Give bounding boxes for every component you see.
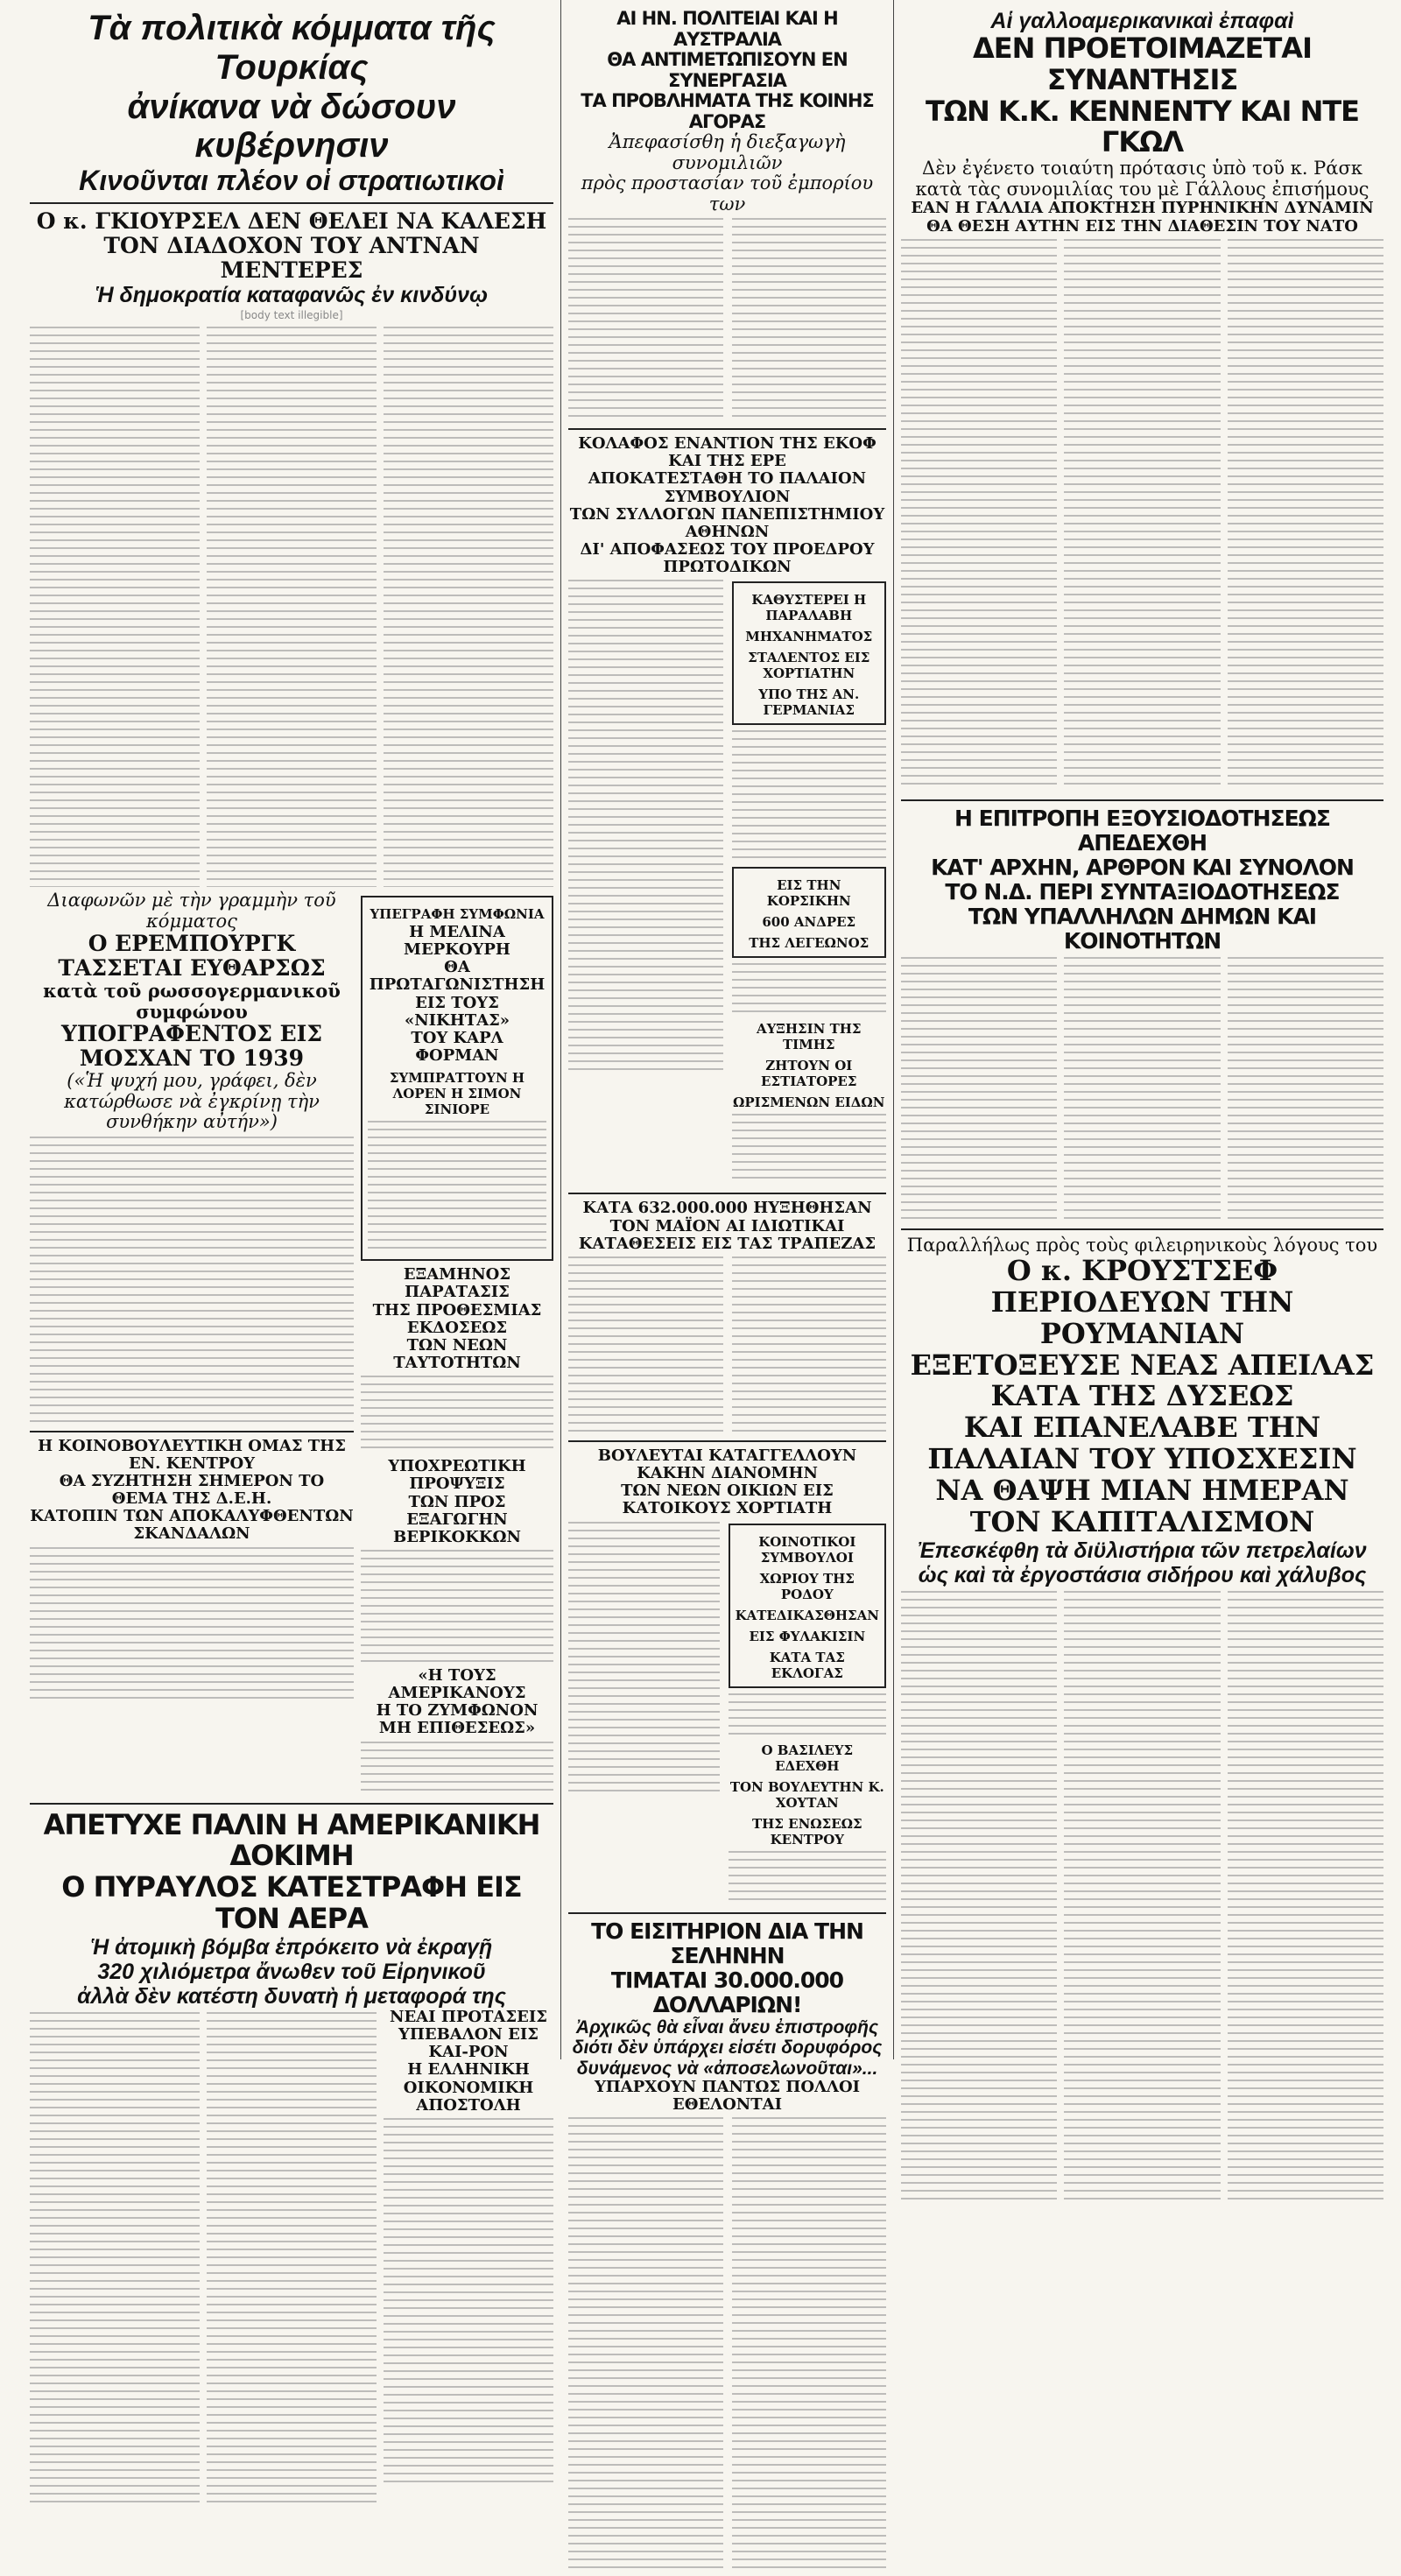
headline-merkouri-line2: ΘΑ ΠΡΩΤΑΓΩΝΙΣΤΗΣΗ <box>368 959 546 994</box>
subhead-kennedy-line4: ΘΑ ΘΕΣΗ ΑΥΤΗΝ ΕΙΣ ΤΗΝ ΔΙΑΘΕΣΙΝ ΤΟΥ ΝΑΤΟ <box>901 218 1383 236</box>
article-khrushchev <box>901 1235 1383 2207</box>
headline-kennedy-line2: ΤΩΝ Κ.Κ. ΚΕΝΝΕΝΤΥ ΚΑΙ ΝΤΕ ΓΚΩΛ <box>901 96 1383 159</box>
body-text-block <box>901 957 1057 1220</box>
headline-khrushchev-line4: ΝΑ ΘΑΨΗ ΜΙΑΝ ΗΜΕΡΑΝ ΤΟΝ ΚΑΠΙΤΑΛΙΣΜΟΝ <box>901 1475 1383 1538</box>
body-hortiatis <box>568 1518 886 1907</box>
headline-kairon-line2: ΥΠΕΒΑΛΟΝ ΕΙΣ ΚΑΙ-ΡΟΝ <box>384 2026 553 2061</box>
subhead-turkey-line3: Ἡ δημοκρατία καταφανῶς ἐν κινδύνῳ <box>30 283 553 307</box>
article-turkey <box>30 9 553 890</box>
headline-khrushchev-line3: ΚΑΙ ΕΠΑΝΕΛΑΒΕ ΤΗΝ ΠΑΛΑΙΑΝ ΤΟΥ ΥΠΟΣΧΕΣΙΝ <box>901 1412 1383 1475</box>
headline-ekof-line3: ΤΩΝ ΣΥΛΛΟΓΩΝ ΠΑΝΕΠΙΣΤΗΜΙΟΥ ΑΘΗΝΩΝ <box>568 506 886 541</box>
headline-king-line3: ΤΗΣ ΕΝΩΣΕΩΣ ΚΕΝΤΡΟΥ <box>729 1816 886 1848</box>
body-text-block <box>384 2118 553 2486</box>
article-rhodes <box>729 1524 886 1688</box>
divider <box>30 202 553 204</box>
body-text-block <box>30 1547 354 1705</box>
headline-prices-line1: ΑΥΞΗΣΙΝ ΤΗΣ ΤΙΜΗΣ <box>732 1021 887 1052</box>
body-text-block <box>1228 957 1383 1220</box>
headline-king-line2: ΤΟΝ ΒΟΥΛΕΥΤΗΝ Κ. ΧΟΥΤΑΝ <box>729 1779 886 1811</box>
headline-ekof-line2: ΑΠΟΚΑΤΕΣΤΑΘΗ ΤΟ ΠΑΛΑΙΟΝ ΣΥΜΒΟΥΛΙΟΝ <box>568 470 886 505</box>
article-kairon <box>384 2009 553 2486</box>
body-text-block <box>901 239 1057 791</box>
divider <box>901 1228 1383 1230</box>
headline-ekof-line1: ΚΟΛΑΦΟΣ ΕΝΑΝΤΙΟΝ ΤΗΣ ΕΚΟΦ ΚΑΙ ΤΗΣ ΕΡΕ <box>568 435 886 470</box>
illegible-note: [body text illegible] <box>30 309 553 321</box>
body-committee <box>901 954 1383 1223</box>
body-rocket <box>30 2009 553 2506</box>
divider <box>30 1803 553 1805</box>
subhead-kennedy-line2: κατὰ τὰς συνομιλίας του μὲ Γάλλους ἐπισήμους <box>901 179 1383 201</box>
kicker-erembourg: Διαφωνῶν μὲ τὴν γραμμὴν τοῦ κόμματος <box>30 890 354 932</box>
body-text-block <box>732 2117 887 2572</box>
body-common-market <box>568 215 886 423</box>
headline-common-market-line2: ΘΑ ΑΝΤΙΜΕΤΩΠΙΣΟΥΝ ΕΝ ΣΥΝΕΡΓΑΣΙΑ <box>568 50 886 91</box>
body-text-block <box>568 1256 723 1432</box>
column-middle <box>560 0 893 2059</box>
headline-committee-line1: Η ΕΠΙΤΡΟΠΗ ΕΞΟΥΣΙΟΔΟΤΗΣΕΩΣ ΑΠΕΔΕΧΘΗ <box>901 806 1383 855</box>
article-merkouri <box>361 896 553 1261</box>
body-moon <box>568 2114 886 2576</box>
headline-dei-line2: ΘΑ ΣΥΖΗΤΗΣΗ ΣΗΜΕΡΟΝ ΤΟ ΘΕΜΑ ΤΗΣ Δ.Ε.Η. <box>30 1473 354 1508</box>
headline-turkey-line1: Τὰ πολιτικὰ κόμματα τῆς Τουρκίας <box>30 9 553 88</box>
headline-khrushchev-line1: Ο κ. ΚΡΟΥΣΤΣΕΦ ΠΕΡΙΟΔΕΥΩΝ ΤΗΝ ΡΟΥΜΑΝΙΑΝ <box>901 1256 1383 1349</box>
subhead-kennedy-line3: ΕΑΝ Η ΓΑΛΛΙΑ ΑΠΟΚΤΗΣΗ ΠΥΡΗΝΙΚΗΝ ΔΥΝΑΜΙΝ <box>901 200 1383 217</box>
subhead-merkouri: ΣΥΜΠΡΑΤΤΟΥΝ Η ΛΟΡΕΝ Η ΣΙΜΟΝ ΣΙΝΙΟΡΕ <box>368 1070 546 1117</box>
article-hortiatis <box>568 1447 886 1907</box>
article-americans <box>361 1667 553 1794</box>
divider <box>30 1431 354 1432</box>
body-turkey <box>30 323 553 890</box>
column-left <box>0 0 560 2059</box>
subhead-moon-line3: δυνάμενος νὰ «ἀποσελωνοῦται»... <box>568 2059 886 2080</box>
headline-rhodes-line5: ΚΑΤΑ ΤΑΣ ΕΚΛΟΓΑΣ <box>736 1650 879 1681</box>
divider <box>568 1440 886 1442</box>
body-text-block <box>1064 957 1220 1220</box>
headline-ids-line4: ΤΩΝ ΝΕΩΝ ΤΑΥΤΟΤΗΤΩΝ <box>361 1337 553 1372</box>
body-text-block <box>30 327 200 887</box>
divider <box>568 1912 886 1914</box>
headline-corsica-line2: 600 ΑΝΔΡΕΣ <box>739 914 880 930</box>
article-moon <box>568 1919 886 2576</box>
body-text-block <box>30 2012 200 2502</box>
subhead-khrushchev-line1: Ἐπεσκέφθη τὰ διϋλιστήρια τῶν πετρελαίων <box>901 1538 1383 1563</box>
headline-committee-line2: ΚΑΤ' ΑΡΧΗΝ, ΑΡΘΡΟΝ ΚΑΙ ΣΥΝΟΛΟΝ <box>901 855 1383 880</box>
headline-ids-line3: ΕΚΔΟΣΕΩΣ <box>361 1320 553 1337</box>
subhead-rocket-line1: Ἡ ἀτομικὴ βόμβα ἐπρόκειτο νὰ ἐκραγῇ <box>30 1935 553 1960</box>
body-text-block <box>361 1742 553 1794</box>
headline-erembourg-line3: ΥΠΟΓΡΑΦΕΝΤΟΣ ΕΙΣ ΜΟΣΧΑΝ ΤΟ 1939 <box>30 1022 354 1071</box>
headline-ids-line1: ΕΞΑΜΗΝΟΣ ΠΑΡΑΤΑΣΙΣ <box>361 1266 553 1301</box>
body-text-block <box>729 1693 886 1737</box>
article-rocket <box>30 1810 553 2506</box>
headline-merkouri-line4: ΤΟΥ ΚΑΡΛ ΦΟΡΜΑΝ <box>368 1030 546 1065</box>
headline-delay-line4: ΥΠΟ ΤΗΣ ΑΝ. ΓΕΡΜΑΝΙΑΣ <box>739 686 880 718</box>
body-text-block <box>1064 239 1220 791</box>
subhead-kennedy-line1: Δὲν ἐγένετο τοιαύτη πρότασις ὑπὸ τοῦ κ. Ράσκ <box>901 158 1383 179</box>
body-text-block <box>30 1137 354 1425</box>
kicker-kennedy: Αἱ γαλλοαμερικανικαὶ ἐπαφαὶ <box>901 9 1383 33</box>
article-exports <box>361 1458 553 1664</box>
headline-king-line1: Ο ΒΑΣΙΛΕΥΣ ΕΔΕΧΘΗ <box>729 1742 886 1774</box>
divider <box>568 428 886 430</box>
headline-merkouri-line3: ΕΙΣ ΤΟΥΣ «ΝΙΚΗΤΑΣ» <box>368 995 546 1030</box>
body-text-block <box>1228 1591 1383 2204</box>
headline-ekof-line4: ΔΙ' ΑΠΟΦΑΣΕΩΣ ΤΟΥ ΠΡΟΕΔΡΟΥ ΠΡΩΤΟΔΙΚΩΝ <box>568 541 886 576</box>
subhead-turkey-line2: ΤΟΝ ΔΙΑΔΟΧΟΝ ΤΟΥ ΑΝΤΝΑΝ ΜΕΝΤΕΡΕΣ <box>30 234 553 283</box>
headline-exports-line2: ΤΩΝ ΠΡΟΣ ΕΞΑΓΩΓΗΝ <box>361 1494 553 1529</box>
article-ekof <box>568 435 886 1187</box>
caption-merkouri: ΥΠΕΓΡΑΦΗ ΣΥΜΦΩΝΙΑ <box>368 906 546 922</box>
divider <box>901 799 1383 801</box>
subhead-khrushchev-line2: ὡς καὶ τὰ ἐργοστάσια σιδήρου καὶ χάλυβος <box>901 1563 1383 1587</box>
article-common-market <box>568 9 886 423</box>
article-delay <box>732 581 887 725</box>
headline-prices-line2: ΖΗΤΟΥΝ ΟΙ ΕΣΤΙΑΤΟΡΕΣ <box>732 1058 887 1089</box>
subhead-common-market-line2: πρὸς προστασίαν τοῦ ἐμπορίου των <box>568 173 886 215</box>
subhead-common-market-line1: Ἀπεφασίσθη ἡ διεξαγωγὴ συνομιλιῶν <box>568 132 886 173</box>
headline-rhodes-line1: ΚΟΙΝΟΤΙΚΟΙ ΣΥΜΒΟΥΛΟΙ <box>736 1534 879 1566</box>
headline-rocket-line1: ΑΠΕΤΥΧΕ ΠΑΛΙΝ Η ΑΜΕΡΙΚΑΝΙΚΗ ΔΟΚΙΜΗ <box>30 1810 553 1873</box>
headline-ids-line2: ΤΗΣ ΠΡΟΘΕΣΜΙΑΣ <box>361 1302 553 1320</box>
headline-common-market-line1: ΑΙ ΗΝ. ΠΟΛΙΤΕΙΑΙ ΚΑΙ Η ΑΥΣΤΡΑΛΙΑ <box>568 9 886 50</box>
headline-exports-line3: ΒΕΡΙΚΟΚΚΩΝ <box>361 1529 553 1546</box>
headline-hortiatis-line1: ΒΟΥΛΕΥΤΑΙ ΚΑΤΑΓΓΕΛΛΟΥΝ ΚΑΚΗΝ ΔΙΑΝΟΜΗΝ <box>568 1447 886 1482</box>
headline-khrushchev-line2: ΕΞΕΤΟΞΕΥΣΕ ΝΕΑΣ ΑΠΕΙΛΑΣ ΚΑΤΑ ΤΗΣ ΔΥΣΕΩΣ <box>901 1350 1383 1413</box>
headline-delay-line3: ΣΤΑΛΕΝΤΟΣ ΕΙΣ ΧΟΡΤΙΑΤΗΝ <box>739 650 880 681</box>
subhead-turkey-line1: Ο κ. ΓΚΙΟΥΡΣΕΛ ΔΕΝ ΘΕΛΕΙ ΝΑ ΚΑΛΕΣΗ <box>30 209 553 234</box>
body-kennedy <box>901 236 1383 794</box>
headline-moon-line1: ΤΟ ΕΙΣΙΤΗΡΙΟΝ ΔΙΑ ΤΗΝ ΣΕΛΗΝΗΝ <box>568 1919 886 1968</box>
body-text-block <box>207 2012 377 2502</box>
headline-rhodes-line3: ΚΑΤΕΔΙΚΑΣΘΗΣΑΝ <box>736 1608 879 1623</box>
headline-kennedy-line1: ΔΕΝ ΠΡΟΕΤΟΙΜΑΖΕΤΑΙ ΣΥΝΑΝΤΗΣΙΣ <box>901 33 1383 96</box>
article-kennedy <box>901 9 1383 794</box>
body-text-block <box>384 327 553 887</box>
subhead-moon-line2: διότι δὲν ὑπάρχει εἰσέτι δορυφόρος <box>568 2038 886 2059</box>
headline-committee-line3: ΤΟ Ν.Δ. ΠΕΡΙ ΣΥΝΤΑΞΙΟΔΟΤΗΣΕΩΣ <box>901 880 1383 904</box>
body-text-block <box>361 1376 553 1454</box>
article-king <box>729 1742 886 1848</box>
headline-rhodes-line2: ΧΩΡΙΟΥ ΤΗΣ ΡΟΔΟΥ <box>736 1571 879 1602</box>
headline-americans-line2: Η ΤΟ ΖΥΜΦΩΝΟΝ <box>361 1702 553 1720</box>
body-text-block <box>361 1550 553 1664</box>
subhead-rocket-line2: 320 χιλιόμετρα ἄνωθεν τοῦ Εἰρηνικοῦ <box>30 1960 553 1984</box>
headline-turkey-line3: Κινοῦνται πλέον οἱ στρατιωτικοὶ <box>30 165 553 197</box>
article-erembourg <box>30 890 354 1425</box>
headline-merkouri-line1: Η ΜΕΛΙΝΑ ΜΕΡΚΟΥΡΗ <box>368 924 546 959</box>
headline-delay-line2: ΜΗΧΑΝΗΜΑΤΟΣ <box>739 629 880 644</box>
headline-erembourg-line2: κατὰ τοῦ ρωσσογερμανικοῦ συμφώνου <box>30 981 354 1022</box>
column-right <box>893 0 1401 2059</box>
body-text-block <box>732 1256 887 1432</box>
headline-dei-line3: ΚΑΤΟΠΙΝ ΤΩΝ ΑΠΟΚΑΛΥΦΘΕΝΤΩΝ ΣΚΑΝΔΑΛΩΝ <box>30 1508 354 1543</box>
body-text-block <box>568 218 723 419</box>
body-text-block <box>568 580 723 1070</box>
body-text-block <box>207 327 377 887</box>
headline-kairon-line3: Η ΕΛΛΗΝΙΚΗ <box>384 2061 553 2079</box>
body-ekof <box>568 576 886 1187</box>
body-deposits <box>568 1253 886 1435</box>
headline-corsica-line1: ΕΙΣ ΤΗΝ ΚΟΡΣΙΚΗΝ <box>739 877 880 909</box>
divider <box>568 1193 886 1194</box>
body-text-block <box>732 218 887 419</box>
headline-corsica-line3: ΤΗΣ ΛΕΓΕΩΝΟΣ <box>739 935 880 951</box>
body-text-block <box>368 1121 546 1252</box>
body-text-block <box>732 1114 887 1184</box>
body-text-block <box>1228 239 1383 791</box>
headline-kairon-line4: ΟΙΚΟΝΟΜΙΚΗ ΑΠΟΣΤΟΛΗ <box>384 2080 553 2115</box>
body-text-block <box>568 1522 720 1793</box>
body-text-block <box>729 1851 886 1904</box>
article-deposits <box>568 1200 886 1434</box>
headline-moon-line2: ΤΙΜΑΤΑΙ 30.000.000 ΔΟΛΛΑΡΙΩΝ! <box>568 1968 886 2017</box>
headline-dei-line1: Η ΚΟΙΝΟΒΟΥΛΕΥΤΙΚΗ ΟΜΑΣ ΤΗΣ ΕΝ. ΚΕΝΤΡΟΥ <box>30 1438 354 1473</box>
article-dei <box>30 1438 354 1705</box>
headline-turkey-line2: ἀνίκανα νὰ δώσουν κυβέρνησιν <box>30 88 553 166</box>
headline-deposits: ΚΑΤΑ 632.000.000 ΗΥΞΗΘΗΣΑΝ ΤΟΝ ΜΑΪΟΝ ΑΙ ΙΔΙΩΤΙΚΑΙ ΚΑΤΑΘΕΣΕΙΣ ΕΙΣ ΤΑΣ ΤΡΑΠΕΖΑΣ <box>568 1200 886 1252</box>
headline-kairon-line1: ΝΕΑΙ ΠΡΟΤΑΣΕΙΣ <box>384 2009 553 2026</box>
article-committee <box>901 806 1383 1223</box>
headline-americans-line3: ΜΗ ΕΠΙΘΕΣΕΩΣ» <box>361 1720 553 1737</box>
subhead-moon-line4: ΥΠΑΡΧΟΥΝ ΠΑΝΤΩΣ ΠΟΛΛΟΙ ΕΘΕΛΟΝΤΑΙ <box>568 2079 886 2114</box>
article-ids <box>361 1266 553 1454</box>
col1-midsection <box>30 890 553 1798</box>
headline-prices-line3: ΩΡΙΣΜΕΝΩΝ ΕΙΔΩΝ <box>732 1094 887 1110</box>
body-text-block <box>732 963 887 1016</box>
headline-rocket-line2: Ο ΠΥΡΑΥΛΟΣ ΚΑΤΕΣΤΡΑΦΗ ΕΙΣ ΤΟΝ ΑΕΡΑ <box>30 1872 553 1935</box>
body-text-block <box>568 2117 723 2572</box>
col1-mid-left <box>30 890 354 1798</box>
headline-rhodes-line4: ΕΙΣ ΦΥΛΑΚΙΣΙΝ <box>736 1629 879 1644</box>
body-text-block <box>901 1591 1057 2204</box>
quote-erembourg: («Ἡ ψυχή μου, γράφει, δὲν κατώρθωσε νὰ ἐγκρίνῃ τὴν συνθήκην αὐτήν») <box>30 1071 354 1133</box>
body-text-block <box>1064 1591 1220 2204</box>
headline-hortiatis-line2: ΤΩΝ ΝΕΩΝ ΟΙΚΙΩΝ ΕΙΣ ΚΑΤΟΙΚΟΥΣ ΧΟΡΤΙΑΤΗ <box>568 1482 886 1517</box>
kicker-khrushchev: Παραλλήλως πρὸς τοὺς φιλειρηνικοὺς λόγους του <box>901 1235 1383 1256</box>
body-text-block <box>732 730 887 862</box>
subhead-moon-line1: Ἀρχικῶς θὰ εἶναι ἄνευ ἐπιστροφῆς <box>568 2017 886 2038</box>
headline-delay-line1: ΚΑΘΥΣΤΕΡΕΙ Η ΠΑΡΑΛΑΒΗ <box>739 592 880 623</box>
body-khrushchev <box>901 1587 1383 2207</box>
col1-mid-right <box>361 890 553 1798</box>
headline-americans-line1: «Η ΤΟΥΣ ΑΜΕΡΙΚΑΝΟΥΣ <box>361 1667 553 1702</box>
headline-erembourg-line1: Ο ΕΡΕΜΠΟΥΡΓΚ ΤΑΣΣΕΤΑΙ ΕΥΘΑΡΣΩΣ <box>30 932 354 981</box>
headline-common-market-line3: ΤΑ ΠΡΟΒΛΗΜΑΤΑ ΤΗΣ ΚΟΙΝΗΣ ΑΓΟΡΑΣ <box>568 91 886 132</box>
subhead-rocket-line3: ἀλλὰ δὲν κατέστη δυνατὴ ἡ μεταφορά της <box>30 1984 553 2009</box>
headline-exports-line1: ΥΠΟΧΡΕΩΤΙΚΗ ΠΡΟΨΥΞΙΣ <box>361 1458 553 1493</box>
article-corsica <box>732 867 887 958</box>
article-prices <box>732 1021 887 1110</box>
headline-committee-line4: ΤΩΝ ΥΠΑΛΛΗΛΩΝ ΔΗΜΩΝ ΚΑΙ ΚΟΙΝΟΤΗΤΩΝ <box>901 904 1383 954</box>
